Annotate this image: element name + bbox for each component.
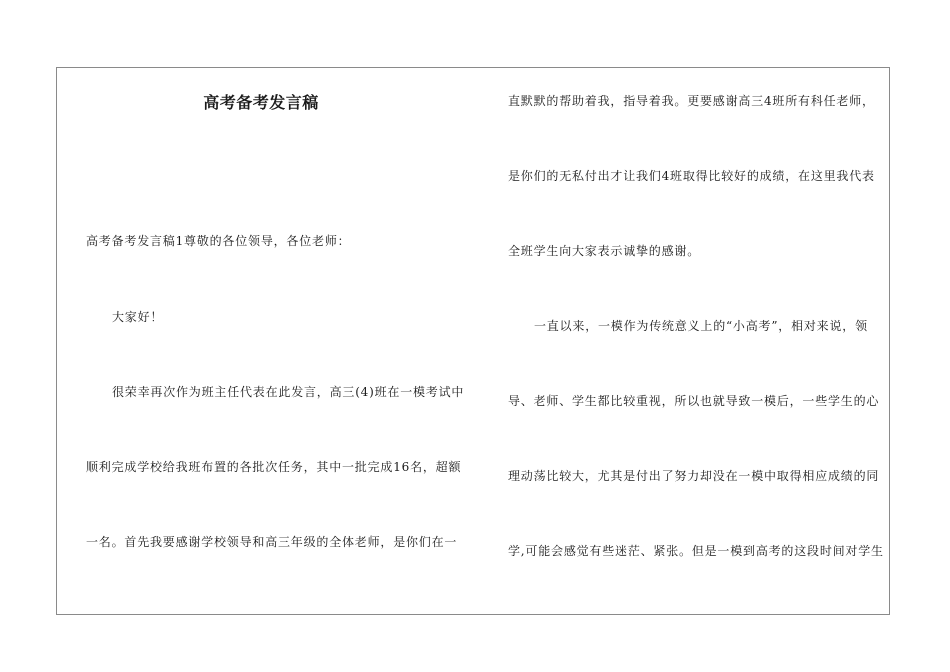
paragraph-line: 一直以来，一模作为传统意义上的“小高考”，相对来说，领 xyxy=(534,319,868,333)
paragraph-line: 学,可能会感觉有些迷茫、紧张。但是一模到高考的这段时间对学生 xyxy=(508,544,884,558)
paragraph-line: 全班学生向大家表示诚挚的感谢。 xyxy=(508,244,701,258)
paragraph-line: 直默默的帮助着我，指导着我。更要感谢高三4班所有科任老师， xyxy=(508,94,875,108)
paragraph-line: 很荣幸再次作为班主任代表在此发言，高三(4)班在一模考试中 xyxy=(112,385,465,399)
document-page xyxy=(56,67,890,615)
paragraph-line: 高考备考发言稿1尊敬的各位领导，各位老师： xyxy=(86,234,351,248)
paragraph-line: 顺利完成学校给我班布置的各批次任务，其中一批完成16名，超额 xyxy=(86,460,462,474)
right-column xyxy=(508,68,890,614)
left-column xyxy=(86,68,476,614)
paragraph-line: 大家好！ xyxy=(112,310,164,324)
paragraph-line: 一名。首先我要感谢学校领导和高三年级的全体老师，是你们在一 xyxy=(86,535,458,549)
paragraph-line: 理动荡比较大，尤其是付出了努力却没在一模中取得相应成绩的同 xyxy=(508,469,880,483)
paragraph-line: 导、老师、学生都比较重视，所以也就导致一模后，一些学生的心 xyxy=(508,394,880,408)
paragraph-line: 是你们的无私付出才让我们4班取得比较好的成绩，在这里我代表 xyxy=(508,169,875,183)
document-title: 高考备考发言稿 xyxy=(203,93,319,112)
